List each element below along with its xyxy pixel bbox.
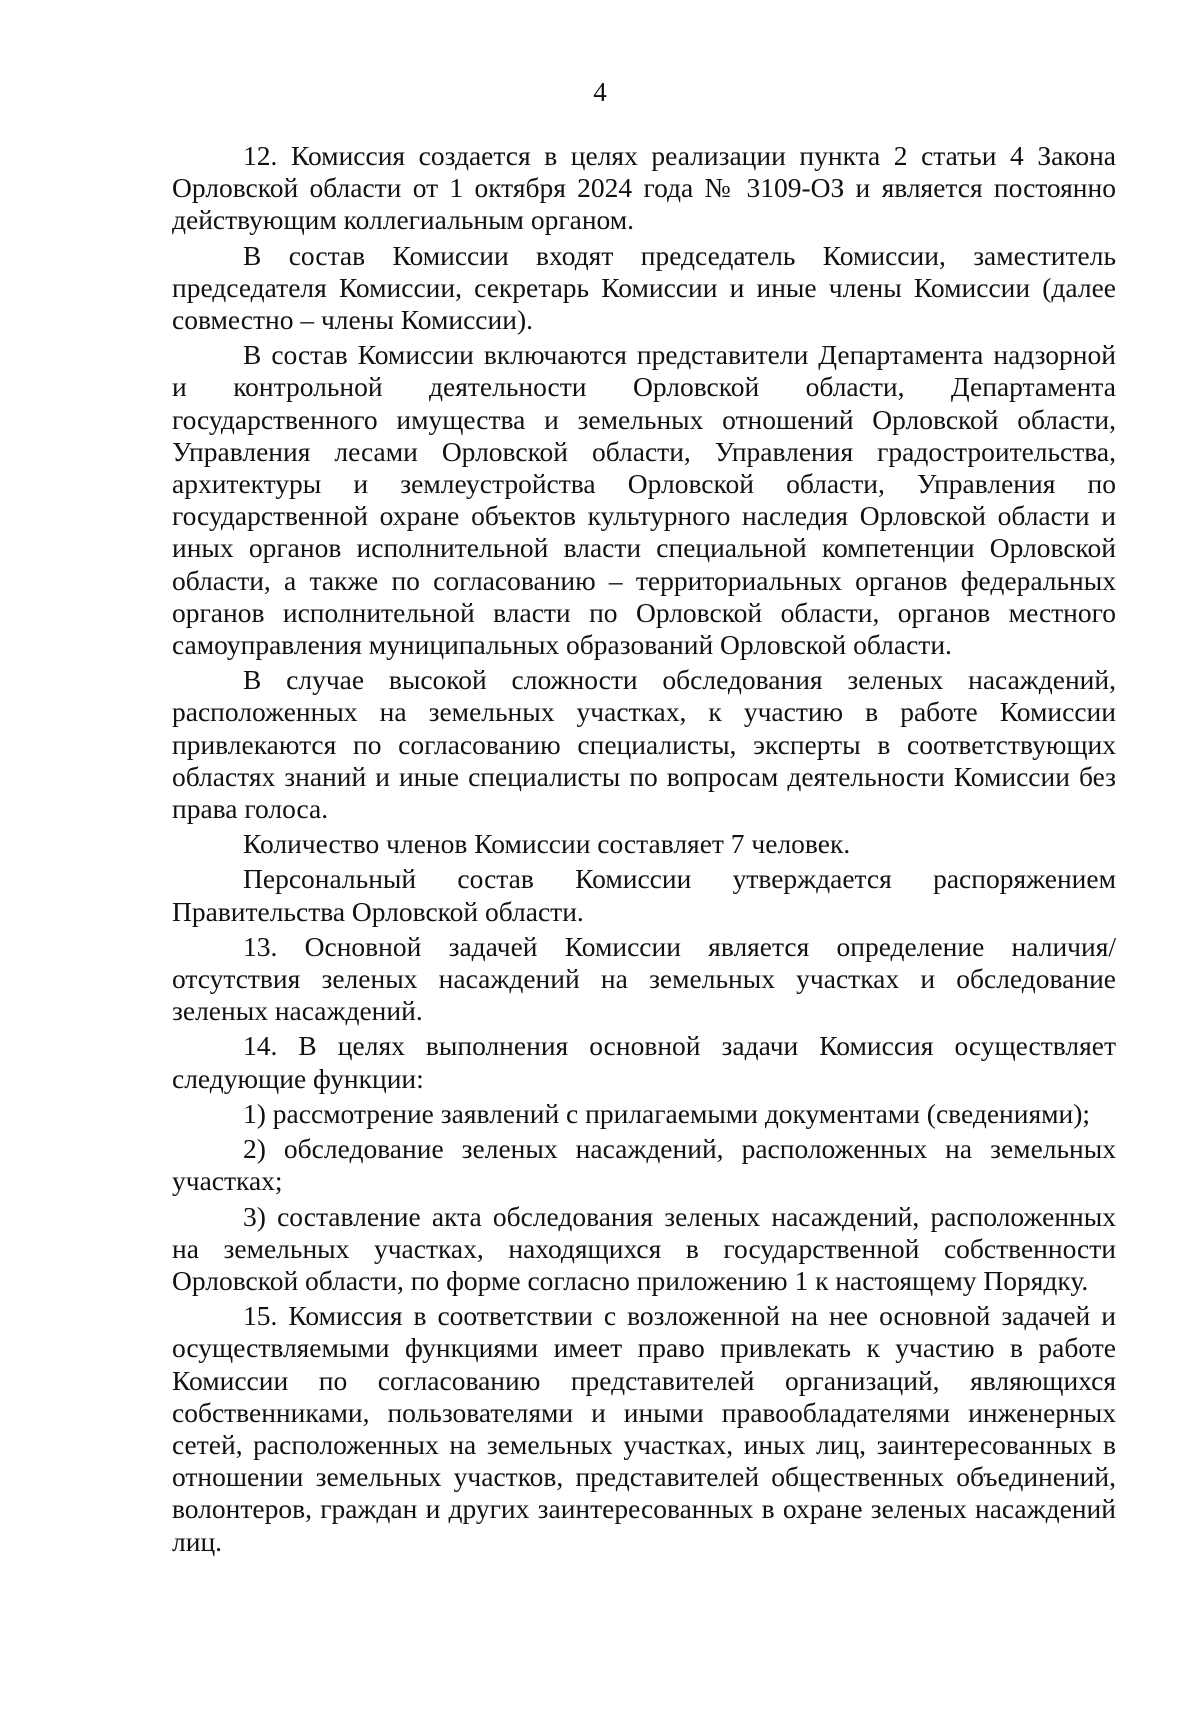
document-body	[172, 140, 1116, 1558]
paragraph-composition: В состав Комиссии входят председатель Комиссии, заместитель председателя Комиссии, секретарь Комиссии и иные члены Комиссии (далее совместно – члены Комиссии).	[172, 239, 1116, 336]
paragraph-12: 12. Комиссия создается в целях реализации пункта 2 статьи 4 Закона Орловской области от 1 октября 2024 года № 3109-ОЗ и является постоянно действующим коллегиальным органом.	[172, 140, 1116, 236]
paragraph-representatives: В состав Комиссии включаются представители Департамента надзорной и контрольной деятельности Орловской области, Департамента государственного имущества и земельных отношений Орловской области, Управления лесами Орловской области, Управления градостроительства, архитектуры и землеустройства Орловской области, Управления по государственной охране объектов культурного наследия Орловской области и иных органов исполнительной власти специальной компетенции Орловской области, а также по согласованию – территориальных органов федеральных органов исполнительной власти по Орловской области, органов местного самоуправления муниципальных образований Орловской области.	[172, 339, 1116, 661]
paragraph-14: 14. В целях выполнения основной задачи Комиссия осуществляет следующие функции:	[172, 1030, 1116, 1094]
paragraph-specialists: В случае высокой сложности обследования зеленых насаждений, расположенных на земельных участках, к участию в работе Комиссии привлекаются по согласованию специалисты, эксперты в соответствующих областях знаний и иные специалисты по вопросам деятельности Комиссии без права голоса.	[172, 664, 1116, 825]
list-item-2: 2) обследование зеленых насаждений, расположенных на земельных участках;	[172, 1133, 1116, 1197]
page-number: 4	[593, 77, 607, 107]
paragraph-15: 15. Комиссия в соответствии с возложенной на нее основной задачей и осуществляемыми функциями имеет право привлекать к участию в работе Комиссии по согласованию представителей организаций, являющихся собственниками, пользователями и иными правообладателями инженерных сетей, расположенных на земельных участках, иных лиц, заинтересованных в отношении земельных участков, представителей общественных объединений, волонтеров, граждан и других заинтересованных в охране зеленых насаждений лиц.	[172, 1300, 1116, 1557]
list-item-3: 3) составление акта обследования зеленых насаждений, расположенных на земельных участках, находящихся в государственной собственности Орловской области, по форме согласно приложению 1 к настоящему Порядку.	[172, 1200, 1116, 1296]
paragraph-13: 13. Основной задачей Комиссии является определение наличия/отсутствия зеленых насаждений на земельных участках и обследование зеленых насаждений.	[172, 930, 1116, 1027]
paragraph-personal-composition: Персональный состав Комиссии утверждается распоряжением Правительства Орловской области.	[172, 863, 1116, 927]
paragraph-member-count: Количество членов Комиссии составляет 7 человек.	[243, 828, 851, 860]
list-item-1: 1) рассмотрение заявлений с прилагаемыми документами (сведениями);	[243, 1097, 1091, 1129]
